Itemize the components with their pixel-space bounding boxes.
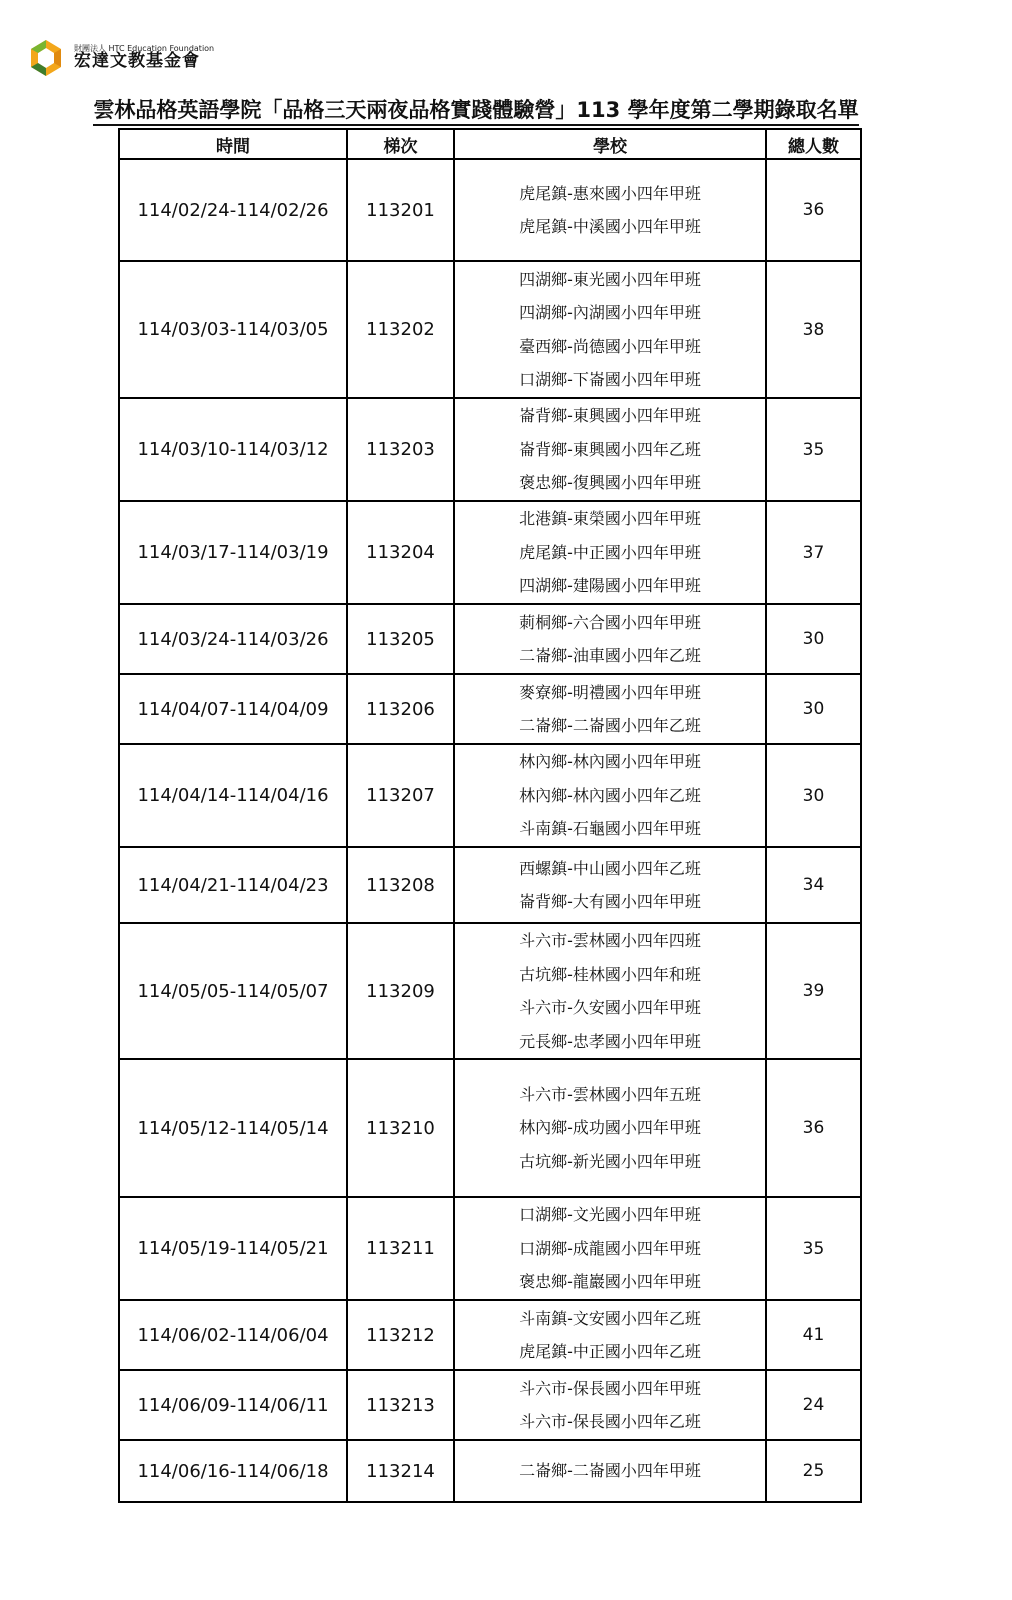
school-entry: 斗南鎮-文安國小四年乙班 [519, 1308, 701, 1328]
session-dates: 114/03/03-114/03/05 [119, 261, 347, 398]
org-subtitle: 財團法人 HTC Education Foundation [74, 43, 215, 53]
session-dates: 114/04/07-114/04/09 [119, 674, 347, 744]
session-dates: 114/05/12-114/05/14 [119, 1059, 347, 1197]
batch-number: 113204 [347, 501, 454, 604]
school-entry: 四湖鄉-內湖國小四年甲班 [519, 303, 701, 322]
total-count: 37 [766, 501, 861, 604]
school-entry: 四湖鄉-建陽國小四年甲班 [519, 576, 701, 596]
session-dates: 114/05/19-114/05/21 [119, 1197, 347, 1300]
school-entry: 口湖鄉-下崙國小四年甲班 [519, 370, 701, 389]
school-entry: 崙背鄉-大有國小四年甲班 [519, 892, 701, 911]
htc-foundation-logo-icon [26, 38, 66, 78]
school-entry: 斗六市-保長國小四年甲班 [519, 1378, 701, 1398]
school-list [454, 847, 766, 923]
batch-number: 113206 [347, 674, 454, 744]
school-list [454, 501, 766, 604]
school-entry: 二崙鄉-二崙國小四年乙班 [519, 716, 701, 735]
school-entry: 古坑鄉-新光國小四年甲班 [519, 1151, 701, 1171]
school-entry: 褒忠鄉-復興國小四年甲班 [519, 473, 701, 493]
school-entry: 四湖鄉-東光國小四年甲班 [519, 269, 701, 289]
school-entry: 二崙鄉-油車國小四年乙班 [519, 646, 701, 665]
session-dates: 114/02/24-114/02/26 [119, 159, 347, 261]
school-list [454, 604, 766, 674]
school-list [454, 744, 766, 847]
batch-number: 113205 [347, 604, 454, 674]
session-dates: 114/03/24-114/03/26 [119, 604, 347, 674]
page-title-wrap [0, 94, 952, 124]
school-entry: 斗六市-雲林國小四年五班 [519, 1084, 701, 1104]
school-list [454, 1059, 766, 1197]
org-name: 宏達文教基金會 [74, 51, 200, 72]
table-row [119, 1440, 861, 1502]
school-list [454, 261, 766, 398]
school-entry: 二崙鄉-二崙國小四年甲班 [519, 1461, 701, 1481]
table-row [119, 744, 861, 847]
batch-number: 113214 [347, 1440, 454, 1502]
table-row [119, 261, 861, 398]
total-count: 36 [766, 159, 861, 261]
school-entry: 麥寮鄉-明禮國小四年甲班 [519, 682, 701, 702]
session-dates: 114/04/14-114/04/16 [119, 744, 347, 847]
school-entry: 虎尾鎮-中溪國小四年甲班 [519, 217, 701, 236]
school-list [454, 398, 766, 501]
batch-number: 113211 [347, 1197, 454, 1300]
total-count: 39 [766, 923, 861, 1059]
table-row [119, 159, 861, 261]
school-entry: 褒忠鄉-龍巖國小四年甲班 [519, 1272, 701, 1292]
session-dates: 114/06/09-114/06/11 [119, 1370, 347, 1440]
batch-number: 113213 [347, 1370, 454, 1440]
table-row [119, 847, 861, 923]
batch-number: 113208 [347, 847, 454, 923]
school-list [454, 1197, 766, 1300]
batch-number: 113202 [347, 261, 454, 398]
total-count: 25 [766, 1440, 861, 1502]
page-title: 雲林品格英語學院「品格三天兩夜品格實踐體驗營」113 學年度第二學期錄取名單 [93, 98, 858, 126]
table-row [119, 674, 861, 744]
school-entry: 北港鎮-東榮國小四年甲班 [519, 509, 701, 529]
school-entry: 斗六市-保長國小四年乙班 [519, 1412, 701, 1431]
school-entry: 斗南鎮-石龜國小四年甲班 [519, 819, 701, 839]
session-dates: 114/06/16-114/06/18 [119, 1440, 347, 1502]
batch-number: 113212 [347, 1300, 454, 1370]
school-entry: 元長鄉-忠孝國小四年甲班 [519, 1031, 701, 1051]
table-row [119, 1059, 861, 1197]
school-entry: 林內鄉-林內國小四年乙班 [519, 785, 701, 805]
school-entry: 虎尾鎮-中正國小四年甲班 [519, 542, 701, 562]
table-row [119, 501, 861, 604]
admission-table [118, 128, 862, 1503]
school-list [454, 674, 766, 744]
total-count: 36 [766, 1059, 861, 1197]
table-body [119, 159, 861, 1502]
table-header-row [119, 129, 861, 159]
total-count: 30 [766, 744, 861, 847]
column-header-batch: 梯次 [347, 129, 454, 159]
school-list [454, 923, 766, 1059]
batch-number: 113209 [347, 923, 454, 1059]
school-entry: 臺西鄉-尚德國小四年甲班 [519, 336, 701, 356]
table-row [119, 923, 861, 1059]
school-entry: 林內鄉-成功國小四年甲班 [519, 1118, 701, 1138]
school-entry: 斗六市-雲林國小四年四班 [519, 931, 701, 950]
total-count: 30 [766, 674, 861, 744]
school-entry: 斗六市-久安國小四年甲班 [519, 998, 701, 1017]
school-list [454, 1300, 766, 1370]
column-header-school: 學校 [454, 129, 766, 159]
total-count: 38 [766, 261, 861, 398]
batch-number: 113210 [347, 1059, 454, 1197]
session-dates: 114/03/17-114/03/19 [119, 501, 347, 604]
batch-number: 113203 [347, 398, 454, 501]
table-row [119, 1300, 861, 1370]
school-entry: 虎尾鎮-惠來國小四年甲班 [519, 183, 701, 203]
total-count: 35 [766, 398, 861, 501]
total-count: 34 [766, 847, 861, 923]
foundation-logo [26, 38, 214, 78]
batch-number: 113207 [347, 744, 454, 847]
school-entry: 崙背鄉-東興國小四年甲班 [519, 406, 701, 426]
school-list [454, 159, 766, 261]
session-dates: 114/06/02-114/06/04 [119, 1300, 347, 1370]
table-row [119, 1370, 861, 1440]
total-count: 30 [766, 604, 861, 674]
batch-number: 113201 [347, 159, 454, 261]
school-entry: 口湖鄉-文光國小四年甲班 [519, 1205, 701, 1225]
school-entry: 莿桐鄉-六合國小四年甲班 [519, 612, 701, 632]
session-dates: 114/05/05-114/05/07 [119, 923, 347, 1059]
total-count: 35 [766, 1197, 861, 1300]
table-row [119, 398, 861, 501]
column-header-total: 總人數 [766, 129, 861, 159]
school-list [454, 1370, 766, 1440]
school-entry: 口湖鄉-成龍國小四年甲班 [519, 1238, 701, 1258]
table-row [119, 1197, 861, 1300]
table-row [119, 604, 861, 674]
session-dates: 114/03/10-114/03/12 [119, 398, 347, 501]
school-entry: 古坑鄉-桂林國小四年和班 [519, 964, 701, 984]
school-entry: 林內鄉-林內國小四年甲班 [519, 752, 701, 772]
school-entry: 虎尾鎮-中正國小四年乙班 [519, 1342, 701, 1361]
school-list [454, 1440, 766, 1502]
total-count: 24 [766, 1370, 861, 1440]
school-entry: 崙背鄉-東興國小四年乙班 [519, 439, 701, 459]
column-header-date: 時間 [119, 129, 347, 159]
total-count: 41 [766, 1300, 861, 1370]
school-entry: 西螺鎮-中山國小四年乙班 [519, 858, 701, 878]
session-dates: 114/04/21-114/04/23 [119, 847, 347, 923]
